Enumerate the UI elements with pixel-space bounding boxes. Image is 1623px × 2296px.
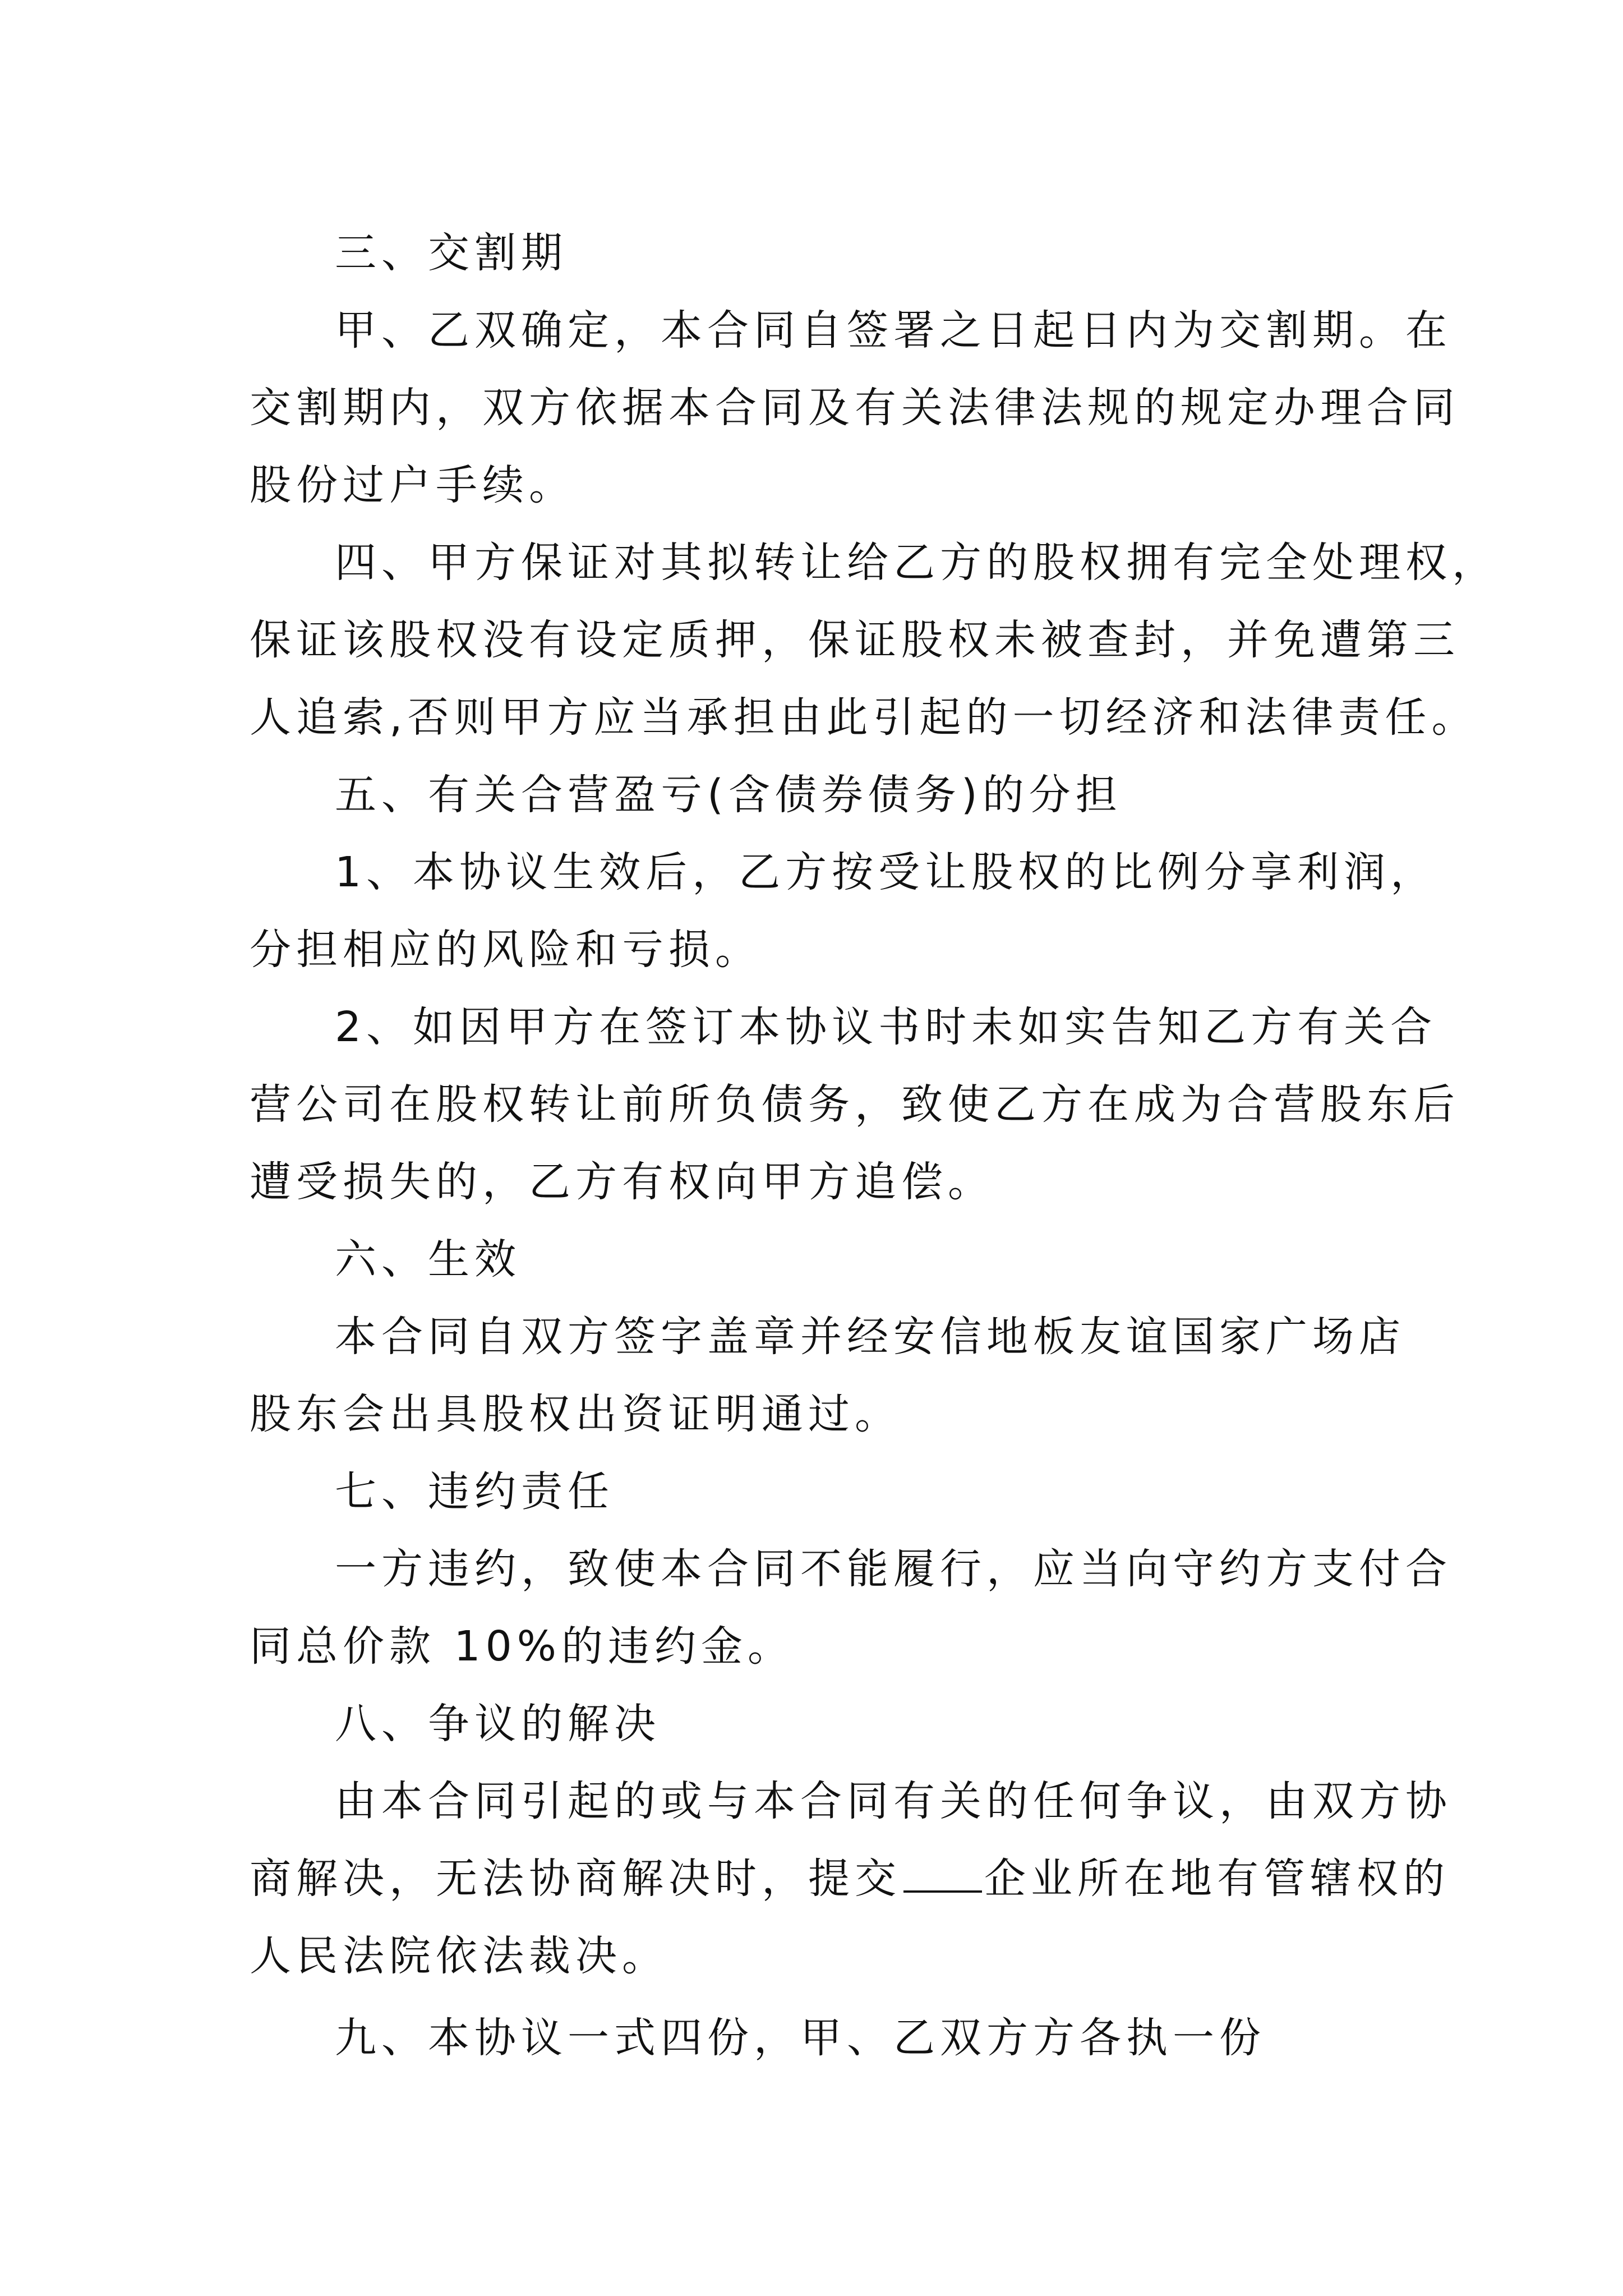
section-heading-profit-loss: 五、有关合营盈亏(含债券债务)的分担 — [335, 771, 1122, 819]
paragraph-line-with-blank — [250, 1840, 1450, 1917]
paragraph-line: 人民法院依法裁决。 — [250, 1932, 668, 1980]
paragraph-line: 1、本协议生效后，乙方按受让股权的比例分享利润， — [335, 848, 1437, 896]
section-heading-delivery: 三、交割期 — [335, 229, 568, 277]
paragraph-line: 保证该股权没有设定质押，保证股权未被查封，并免遭第三 — [250, 616, 1460, 664]
section-heading-dispute: 八、争议的解决 — [335, 1700, 661, 1748]
paragraph-line: 2、如因甲方在签订本协议书时未如实告知乙方有关合 — [335, 1003, 1437, 1051]
text-before-blank: 商解决，无法协商解决时，提交 — [250, 1855, 901, 1903]
paragraph-line: 股份过户手续。 — [250, 461, 575, 509]
fill-in-blank — [903, 1853, 982, 1893]
paragraph-line: 遭受损失的，乙方有权向甲方追偿。 — [250, 1158, 994, 1206]
paragraph-line: 股东会出具股权出资证明通过。 — [250, 1390, 901, 1438]
paragraph-line: 由本合同引起的或与本合同有关的任何争议，由双方协 — [335, 1777, 1452, 1825]
text-after-blank: 企业所在地有管辖权的 — [984, 1855, 1450, 1903]
paragraph-line: 营公司在股权转让前所负债务，致使乙方在成为合营股东后 — [250, 1080, 1460, 1129]
document-body — [250, 214, 1498, 2077]
paragraph-line: 交割期内，双方依据本合同及有关法律法规的规定办理合同 — [250, 384, 1460, 432]
paragraph-line: 甲、乙双确定，本合同自签署之日起日内为交割期。在 — [335, 306, 1452, 355]
paragraph-line: 人追索,否则甲方应当承担由此引起的一切经济和法律责任。 — [250, 693, 1478, 742]
paragraph-line: 分担相应的风险和亏损。 — [250, 926, 762, 974]
section-heading-breach: 七、违约责任 — [335, 1467, 614, 1516]
paragraph-line: 一方违约，致使本合同不能履行，应当向守约方支付合 — [335, 1545, 1452, 1593]
paragraph-line: 同总价款 10%的违约金。 — [250, 1622, 794, 1671]
paragraph-line: 四、甲方保证对其拟转让给乙方的股权拥有完全处理权， — [335, 539, 1498, 587]
paragraph-line: 本合同自双方签字盖章并经安信地板友谊国家广场店 — [335, 1313, 1405, 1361]
section-heading-effect: 六、生效 — [335, 1235, 521, 1283]
paragraph-line: 九、本协议一式四份，甲、乙双方方各执一份 — [335, 2014, 1266, 2062]
